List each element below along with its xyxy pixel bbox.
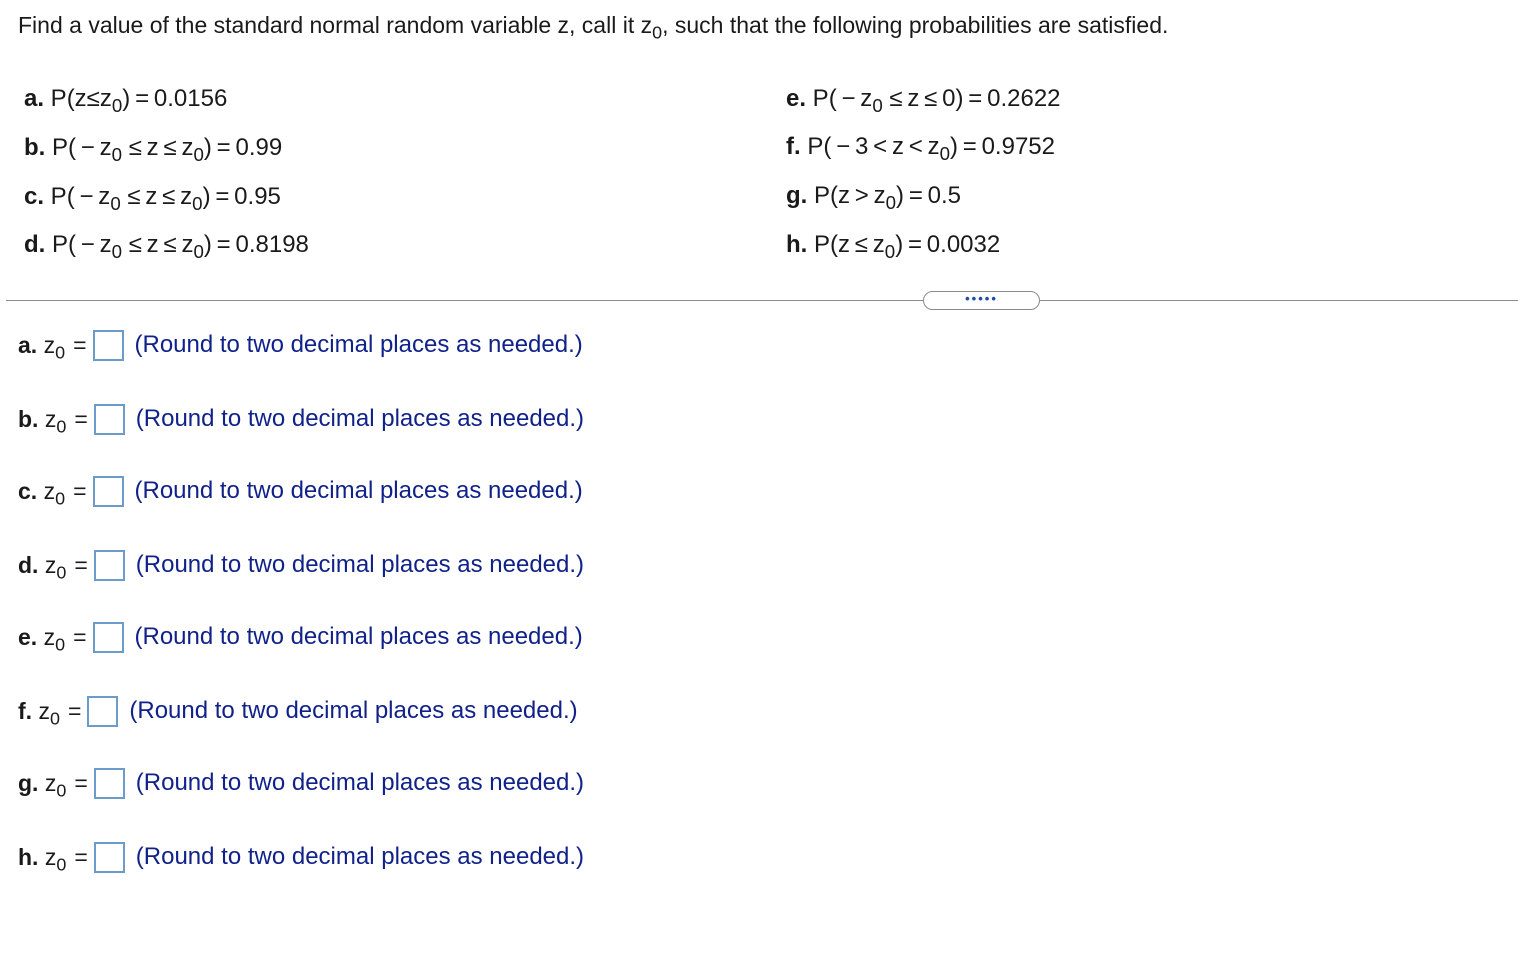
condition-expression-mid: ≤ z ≤ z <box>122 231 194 258</box>
answer-row-h <box>18 839 584 875</box>
answer-label <box>18 697 60 729</box>
answer-variable: z <box>38 769 57 796</box>
answer-label <box>18 551 67 583</box>
answer-label <box>18 843 67 875</box>
answer-variable: z <box>37 623 56 650</box>
condition-expression-end: ≤ z ≤ 0) = 0.2622 <box>882 85 1061 112</box>
section-divider <box>6 300 1518 301</box>
answer-input-f[interactable] <box>87 696 118 727</box>
answer-variable: z <box>38 843 57 870</box>
condition-subscript: 0 <box>111 94 123 116</box>
answer-variable: z <box>32 697 50 724</box>
condition-expression-end: ) = 0.0032 <box>895 231 1001 258</box>
answer-variable: z <box>37 477 56 504</box>
condition-expression-end: ) = 0.8198 <box>203 231 309 258</box>
answer-label <box>18 623 66 655</box>
answer-subscript: 0 <box>55 488 66 509</box>
condition-subscript: 0 <box>872 94 883 116</box>
answer-label <box>18 405 67 437</box>
equals-sign: = <box>73 477 87 504</box>
condition-expression: P( − z <box>45 134 112 161</box>
condition-expression-end: ) = 0.5 <box>896 182 962 209</box>
answer-row-a <box>18 327 583 363</box>
equals-sign: = <box>67 697 82 724</box>
condition-expression: P( − z <box>45 231 112 258</box>
answer-input-d[interactable] <box>94 550 125 581</box>
answer-subscript: 0 <box>49 708 60 729</box>
condition-expression: P(z ≤ z <box>807 231 885 258</box>
condition-subscript: 0 <box>885 191 897 213</box>
condition-a <box>24 84 227 114</box>
equals-sign: = <box>74 551 88 578</box>
expand-more-button[interactable]: ••••• <box>923 291 1040 310</box>
answer-row-e <box>18 619 583 655</box>
equals-sign: = <box>73 623 87 650</box>
answer-subscript: 0 <box>56 780 67 801</box>
condition-b <box>24 133 282 163</box>
answer-letter: d. <box>18 551 39 578</box>
condition-d <box>24 230 309 260</box>
answer-letter: e. <box>18 623 38 650</box>
intro-text-end: , such that the following probabilities are satisfied. <box>662 12 1169 38</box>
condition-subscript: 0 <box>193 143 204 165</box>
answer-variable: z <box>38 405 57 432</box>
condition-subscript: 0 <box>111 143 123 165</box>
equals-sign: = <box>73 331 87 358</box>
answer-row-b <box>18 401 584 437</box>
answer-input-e[interactable] <box>93 622 124 653</box>
condition-f <box>786 132 1055 162</box>
condition-letter: c. <box>24 183 45 210</box>
condition-expression-end: ) = 0.95 <box>202 183 281 210</box>
answer-row-d <box>18 547 584 583</box>
answer-letter: c. <box>18 477 38 504</box>
condition-subscript: 0 <box>111 240 123 262</box>
answer-letter: b. <box>18 405 39 432</box>
answer-subscript: 0 <box>55 634 66 655</box>
rounding-hint: (Round to two decimal places as needed.) <box>135 551 585 578</box>
answer-subscript: 0 <box>56 562 67 583</box>
condition-h <box>786 230 1000 260</box>
rounding-hint: (Round to two decimal places as needed.) <box>134 331 583 358</box>
condition-expression: P(z > z <box>807 182 886 209</box>
condition-expression-end: ) = 0.9752 <box>949 133 1055 160</box>
condition-letter: h. <box>786 231 808 258</box>
condition-expression: P( − z <box>44 183 111 210</box>
rounding-hint: (Round to two decimal places as needed.) <box>134 623 583 650</box>
equals-sign: = <box>74 843 88 870</box>
equals-sign: = <box>74 405 88 432</box>
condition-expression: P( − 3 < z < z <box>800 133 940 160</box>
answer-row-g <box>18 765 584 801</box>
intro-subscript: 0 <box>652 22 663 43</box>
condition-expression-mid: ≤ z ≤ z <box>120 183 193 210</box>
condition-expression-mid: ≤ z ≤ z <box>122 134 194 161</box>
answer-input-h[interactable] <box>94 842 125 873</box>
condition-expression-end: ) = 0.99 <box>203 134 283 161</box>
answer-letter: g. <box>18 769 39 796</box>
answer-variable: z <box>38 551 57 578</box>
condition-expression-end: ) = 0.0156 <box>122 85 228 112</box>
problem-statement <box>18 10 1169 43</box>
rounding-hint: (Round to two decimal places as needed.) <box>134 477 583 504</box>
condition-subscript: 0 <box>939 142 950 164</box>
answer-letter: f. <box>18 697 33 724</box>
condition-letter: g. <box>786 182 808 209</box>
condition-c <box>24 182 281 212</box>
condition-e <box>786 84 1061 114</box>
answer-variable: z <box>37 331 56 358</box>
answer-subscript: 0 <box>55 342 66 363</box>
rounding-hint: (Round to two decimal places as needed.) <box>135 843 585 870</box>
condition-letter: f. <box>786 133 801 160</box>
condition-g <box>786 181 961 211</box>
intro-text: Find a value of the standard normal random variable z, call it z <box>18 12 653 38</box>
answer-row-f <box>18 693 578 729</box>
condition-letter: b. <box>24 134 46 161</box>
answer-input-c[interactable] <box>93 476 124 507</box>
answer-input-a[interactable] <box>93 330 124 361</box>
answer-letter: h. <box>18 843 39 870</box>
condition-letter: a. <box>24 85 45 112</box>
condition-subscript: 0 <box>884 240 896 262</box>
condition-subscript: 0 <box>110 192 121 214</box>
condition-subscript: 0 <box>193 240 204 262</box>
condition-letter: e. <box>786 85 807 112</box>
rounding-hint: (Round to two decimal places as needed.) <box>129 697 578 724</box>
condition-subscript: 0 <box>192 192 203 214</box>
answer-subscript: 0 <box>56 854 67 875</box>
equals-sign: = <box>74 769 88 796</box>
answer-label <box>18 477 66 509</box>
answer-label <box>18 331 66 363</box>
answer-subscript: 0 <box>56 416 67 437</box>
answer-input-g[interactable] <box>94 768 125 799</box>
answer-label <box>18 769 67 801</box>
answer-input-b[interactable] <box>94 404 125 435</box>
rounding-hint: (Round to two decimal places as needed.) <box>135 769 585 796</box>
condition-letter: d. <box>24 231 46 258</box>
condition-expression: P(z≤z <box>44 85 112 112</box>
condition-expression: P( − z <box>806 85 873 112</box>
answer-letter: a. <box>18 331 38 358</box>
answer-row-c <box>18 473 583 509</box>
rounding-hint: (Round to two decimal places as needed.) <box>135 405 585 432</box>
